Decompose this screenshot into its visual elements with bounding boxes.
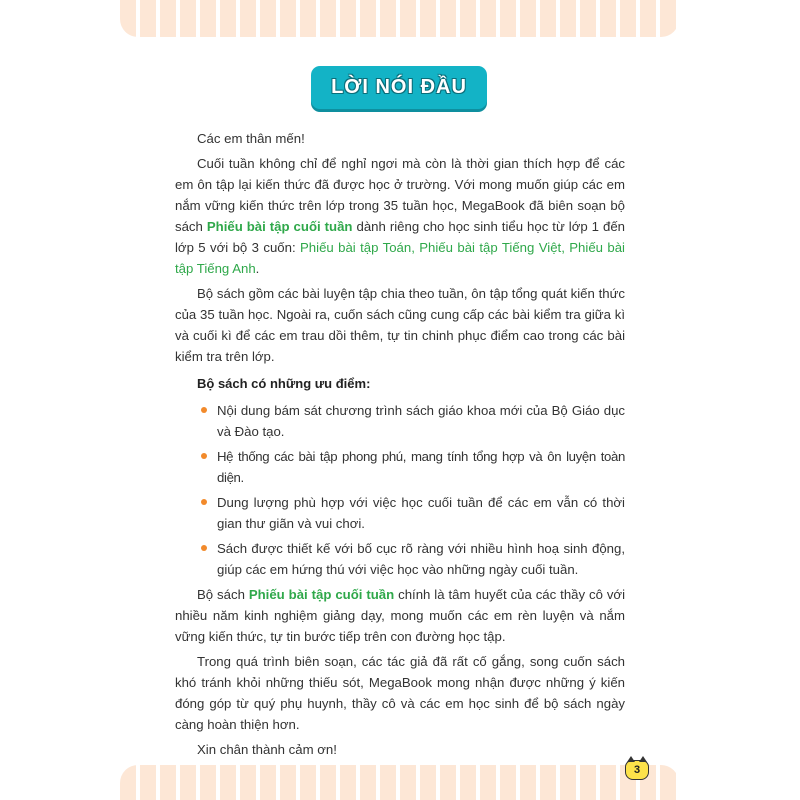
p1-mid-text: dành riêng cho học sinh tiểu học từ lớp 1 đến lớp 5 với bộ 3 cuốn: xyxy=(175,219,626,255)
closing-text: Xin chân thành cảm ơn! xyxy=(197,742,337,757)
closing xyxy=(175,739,625,760)
greeting-text: Các em thân mến! xyxy=(197,131,305,146)
p1-book-series: Phiếu bài tập Toán, Phiếu bài tập Tiếng Việt, Phiếu bài tập Tiếng Anh xyxy=(175,240,625,276)
advantage-text: Sách được thiết kế với bố cục rõ ràng với nhiều hình hoạ sinh động, giúp các em hứng thú với việc học vào những ngày cuối tuần. xyxy=(217,541,625,577)
p1-end: . xyxy=(255,261,260,276)
list-item xyxy=(197,400,625,442)
advantages-heading-text: Bộ sách có những ưu điểm: xyxy=(197,376,371,391)
title-banner xyxy=(311,66,487,109)
bottom-decor-band xyxy=(120,765,679,800)
p3-start: Bộ sách xyxy=(197,587,245,602)
page-title: LỜI NÓI ĐẦU xyxy=(331,76,467,98)
advantage-text: Hệ thống các bài tập phong phú, mang tính tổng hợp và ôn luyện toàn diện. xyxy=(217,449,625,485)
p1-book-title: Phiếu bài tập cuối tuần xyxy=(206,219,353,234)
top-decor-band xyxy=(120,0,679,37)
bullet-dot-icon xyxy=(201,545,207,551)
p3-end: chính là tâm huyết của các thầy cô với nhiều năm kinh nghiệm giảng dạy, mong muốn các em rèn luyện và nắm vững kiến thức, tự tin bước tiếp trên con đường học tập. xyxy=(175,587,626,644)
preface-body xyxy=(175,128,625,785)
advantage-text: Nội dung bám sát chương trình sách giáo khoa mới của Bộ Giáo dục và Đào tạo. xyxy=(217,403,625,439)
list-item xyxy=(197,538,625,580)
advantages-heading xyxy=(175,373,625,394)
p3-book-title: Phiếu bài tập cuối tuần xyxy=(248,587,395,602)
list-item xyxy=(197,492,625,534)
paragraph-4 xyxy=(175,651,625,735)
bullet-dot-icon xyxy=(201,499,207,505)
greeting xyxy=(175,128,625,149)
paragraph-1 xyxy=(175,153,625,279)
paragraph-3 xyxy=(175,584,625,647)
bullet-dot-icon xyxy=(201,407,207,413)
list-item xyxy=(197,446,625,488)
p4-text: Trong quá trình biên soạn, các tác giả đã rất cố gắng, song cuốn sách khó tránh khỏi những thiếu sót, MegaBook mong nhận được những ý kiến đóng góp từ quý phụ huynh, thầy cô và các em học sinh để bộ sách ngày càng hoàn thiện hơn. xyxy=(175,654,625,732)
page-number: 3 xyxy=(633,764,641,776)
page-number-badge xyxy=(625,760,649,780)
advantage-text: Dung lượng phù hợp với việc học cuối tuần để các em vẫn có thời gian thư giãn và vui chơi. xyxy=(217,495,625,531)
bullet-dot-icon xyxy=(201,453,207,459)
paragraph-2 xyxy=(175,283,625,367)
advantages-list xyxy=(175,400,625,580)
p1-text: Cuối tuần không chỉ để nghỉ ngơi mà còn là thời gian thích hợp để các em ôn tập lại kiến thức đã được học ở trường. Với mong muốn giúp các em nắm vững kiến thức trên lớp trong 35 tuần học, MegaBook đã biên soạn bộ sách xyxy=(175,156,625,234)
p2-text: Bộ sách gồm các bài luyện tập chia theo tuần, ôn tập tổng quát kiến thức của 35 tuần học. Ngoài ra, cuốn sách cũng cung cấp các bài kiểm tra giữa kì và cuối kì để các em trau dồi thêm, tự tin chinh phục điểm cao trong các bài kiểm tra trên lớp. xyxy=(175,286,625,364)
